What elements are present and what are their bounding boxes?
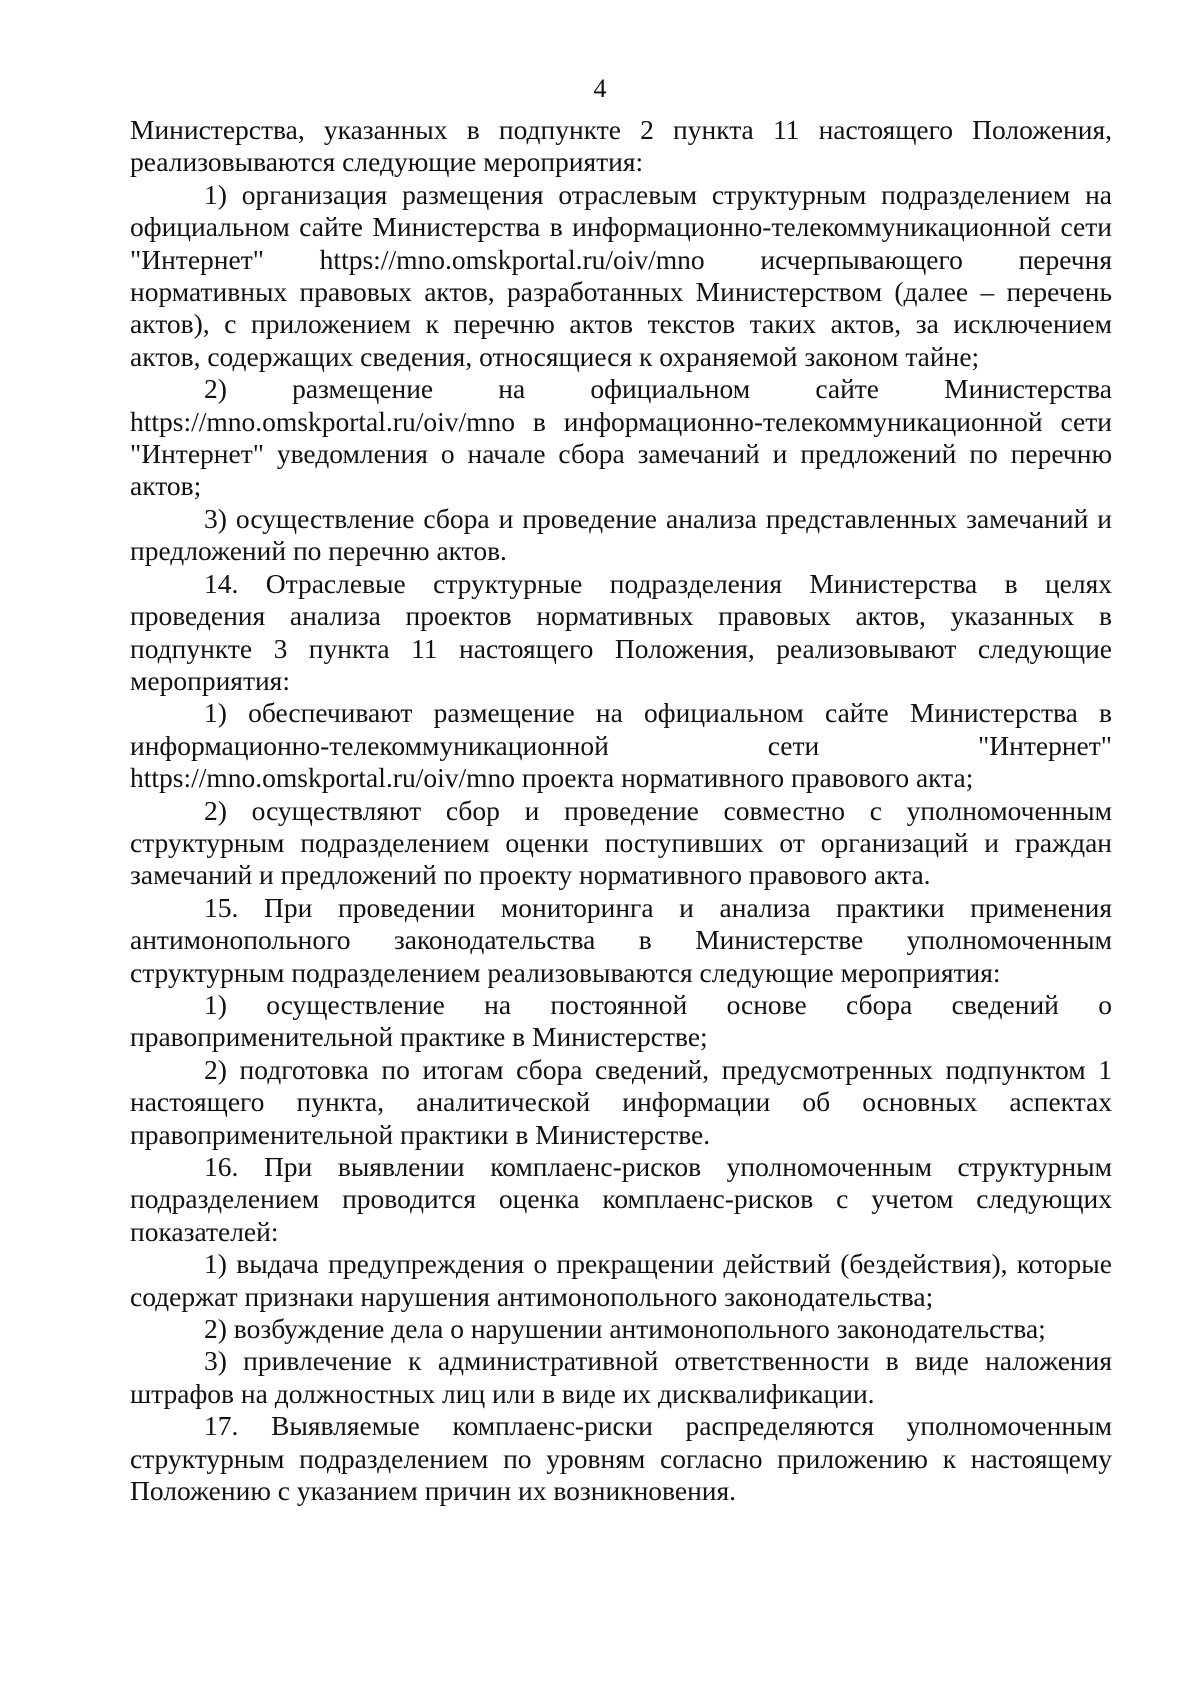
section-15-item-1: 1) осуществление на постоянной основе сбора сведений о правоприменительной практике в Министерстве; bbox=[130, 988, 1112, 1053]
document-body bbox=[130, 114, 1112, 1507]
page-number: 4 bbox=[593, 74, 607, 103]
list-item-1: 1) организация размещения отраслевым структурным подразделением на официальном сайте Министерства в информационно-телекоммуникационной сети "Интернет" https://mno.omskportal.ru/oiv/mno исчерпывающего перечня нормативных правовых актов, разработанных Министерством (далее – перечень актов), с приложением к перечню актов текстов таких актов, за исключением актов, содержащих сведения, относящиеся к охраняемой законом тайне; bbox=[130, 178, 1112, 372]
section-15: 15. При проведении мониторинга и анализа практики применения антимонопольного законодательства в Министерстве уполномоченным структурным подразделением реализовываются следующие мероприятия: bbox=[130, 891, 1112, 988]
section-14: 14. Отраслевые структурные подразделения Министерства в целях проведения анализа проектов нормативных правовых актов, указанных в подпункте 3 пункта 11 настоящего Положения, реализовывают следующие мероприятия: bbox=[130, 567, 1112, 696]
section-14-item-2: 2) осуществляют сбор и проведение совместно с уполномоченным структурным подразделением оценки поступивших от организаций и граждан замечаний и предложений по проекту нормативного правового акта. bbox=[130, 794, 1112, 891]
section-16-item-2: 2) возбуждение дела о нарушении антимонопольного законодательства; bbox=[204, 1313, 1046, 1345]
section-15-item-2: 2) подготовка по итогам сбора сведений, предусмотренных подпунктом 1 настоящего пункта, аналитической информации об основных аспектах правоприменительной практики в Министерстве. bbox=[130, 1053, 1112, 1150]
paragraph-continuation: Министерства, указанных в подпункте 2 пункта 11 настоящего Положения, реализовываются следующие мероприятия: bbox=[130, 114, 1112, 178]
section-16: 16. При выявлении комплаенс-рисков уполномоченным структурным подразделением проводится оценка комплаенс-рисков с учетом следующих показателей: bbox=[130, 1151, 1112, 1247]
section-16-item-3: 3) привлечение к административной ответственности в виде наложения штрафов на должностных лиц или в виде их дисквалификации. bbox=[130, 1345, 1112, 1409]
section-16-item-1: 1) выдача предупреждения о прекращении действий (бездействия), которые содержат признаки нарушения антимонопольного законодательства; bbox=[130, 1248, 1112, 1312]
section-14-item-1: 1) обеспечивают размещение на официальном сайте Министерства в информационно-телекоммуникационной сети "Интернет" https://mno.omskportal.ru/oiv/mno проекта нормативного правового акта; bbox=[130, 697, 1112, 794]
list-item-3: 3) осуществление сбора и проведение анализа представленных замечаний и предложений по перечню актов. bbox=[130, 502, 1112, 567]
list-item-2: 2) размещение на официальном сайте Министерства https://mno.omskportal.ru/oiv/mno в информационно-телекоммуникационной сети "Интернет" уведомления о начале сбора замечаний и предложений по перечню актов; bbox=[130, 373, 1112, 502]
section-17: 17. Выявляемые комплаенс-риски распределяются уполномоченным структурным подразделением по уровням согласно приложению к настоящему Положению с указанием причин их возникновения. bbox=[130, 1410, 1112, 1507]
